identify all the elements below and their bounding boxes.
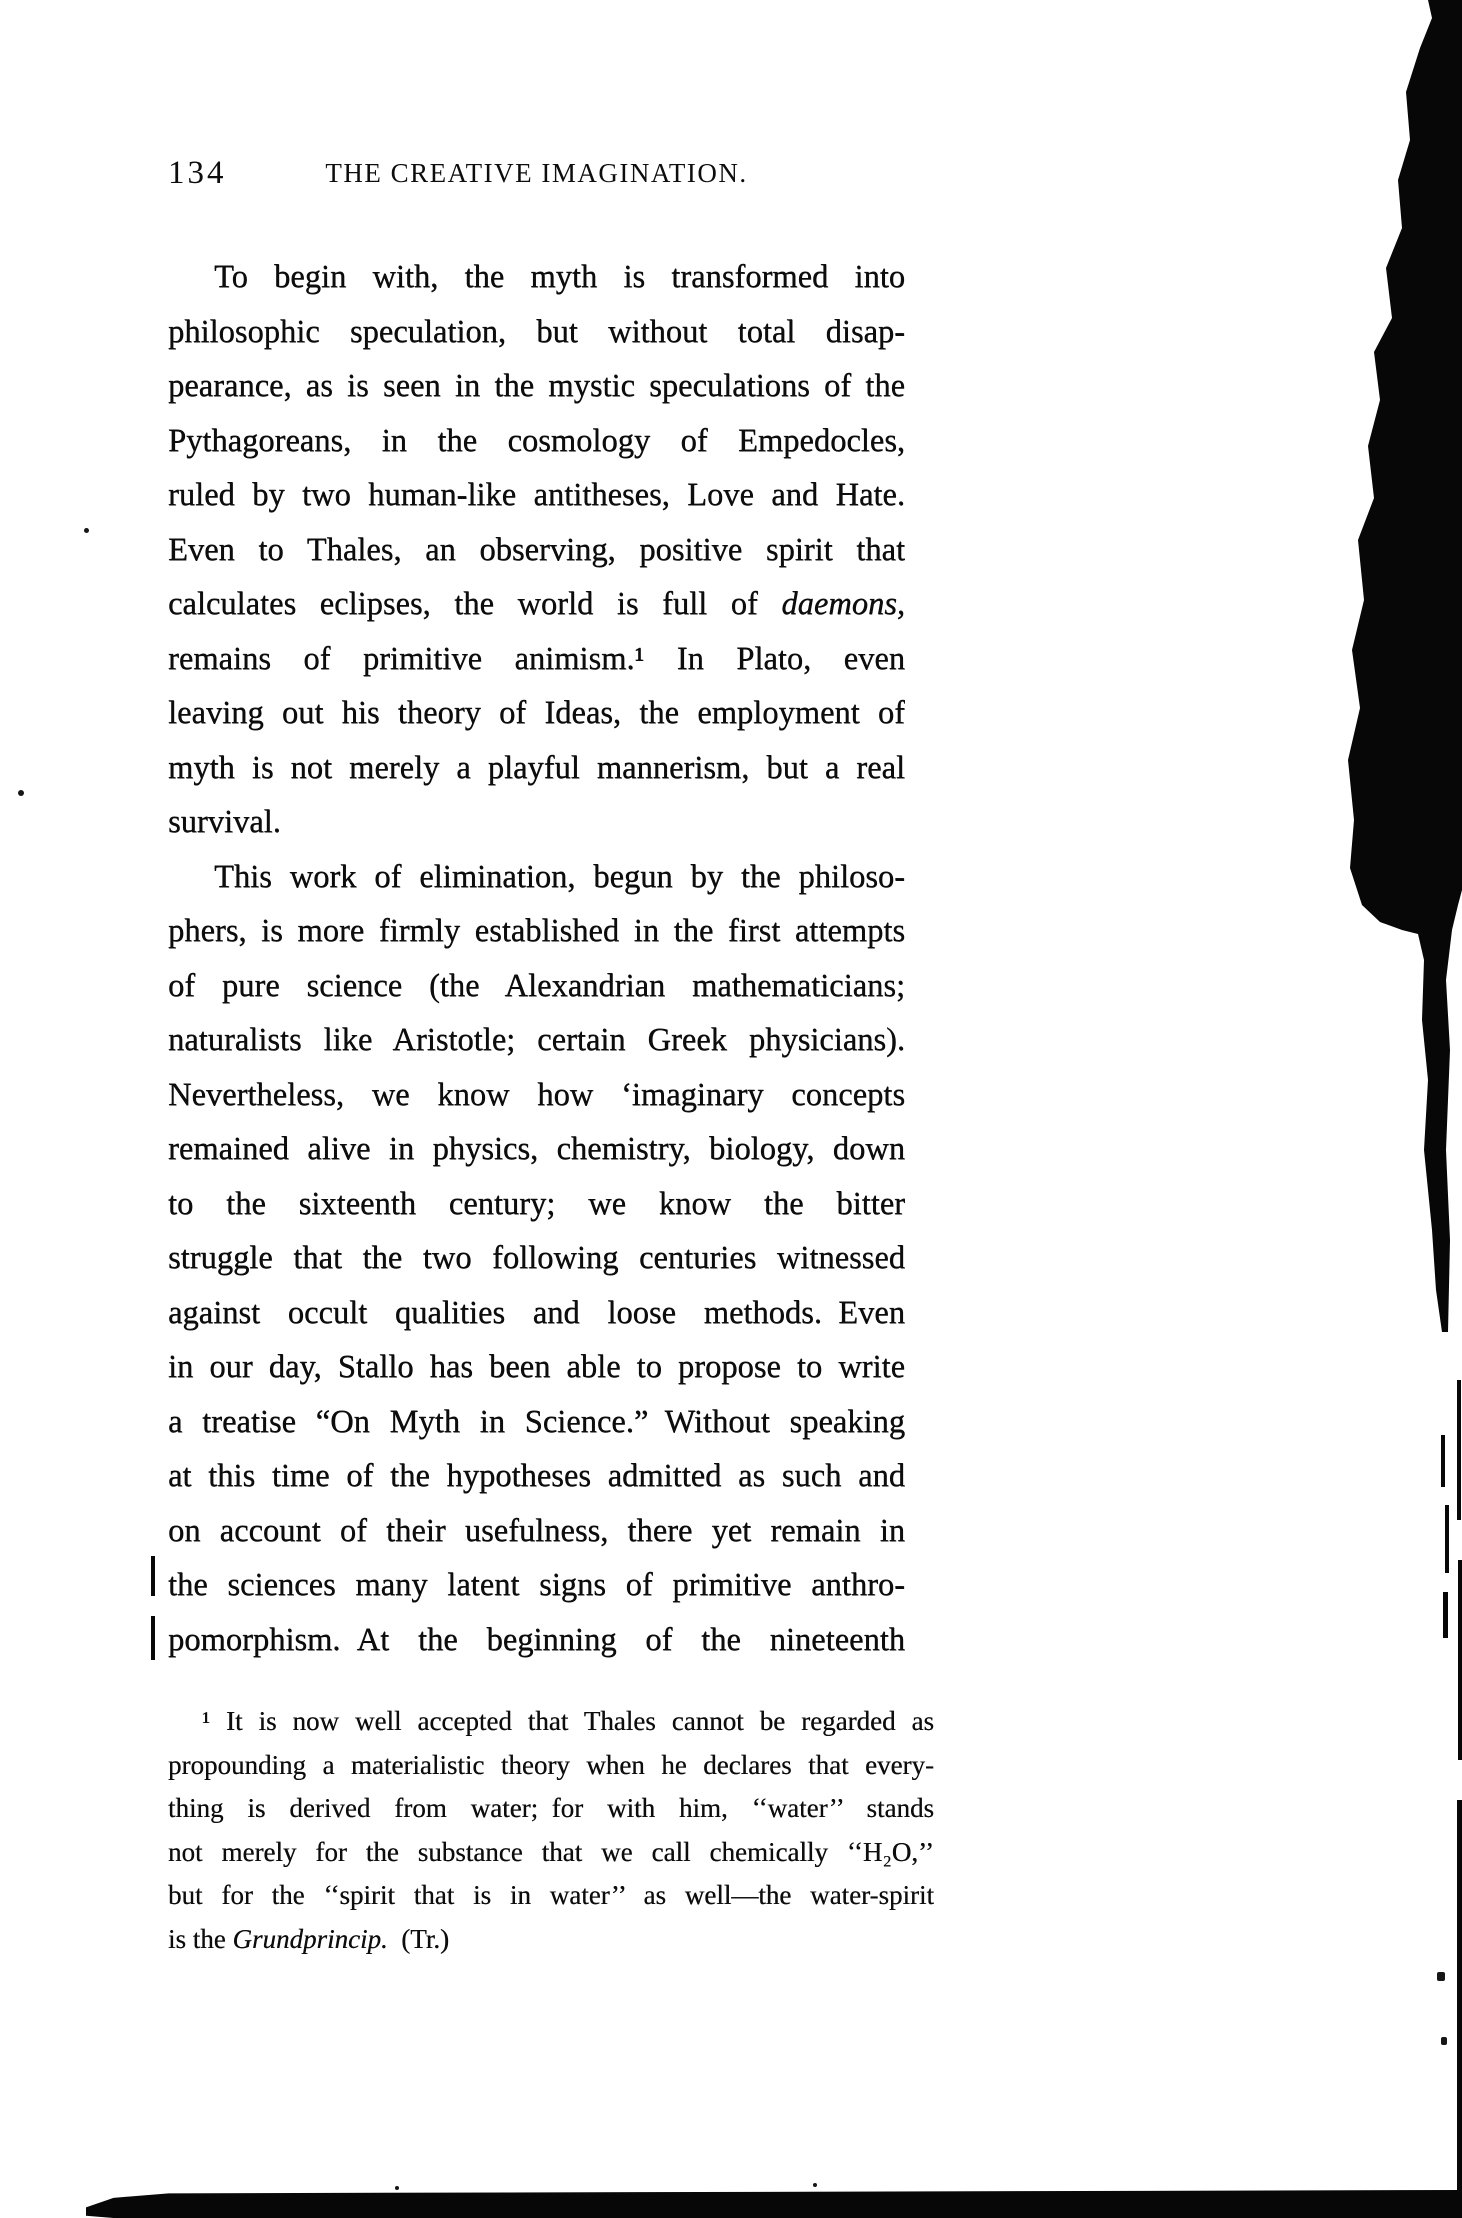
footnote-line: ¹ It is now well accepted that Thales cannot be regarded as (202, 1706, 934, 1736)
scan-artifact-speck (1441, 2037, 1447, 2045)
body-line-segment: calculates eclipses, the world is full of (168, 586, 782, 622)
footnote-line: not merely for the substance that we call chemically ‘‘H₂O,’’ (168, 1836, 934, 1867)
footnote (168, 1700, 934, 1961)
body-line: phers, is more firmly established in the first attempts (168, 913, 905, 949)
body-line: pomorphism. At the beginning of the nineteenth (168, 1621, 905, 1658)
scan-artifact-right-edge-line (1457, 1380, 1461, 1520)
running-title: THE CREATIVE IMAGINATION. (325, 158, 748, 188)
body-line: Nevertheless, we know how ‘imaginary concepts (168, 1076, 905, 1113)
body-line: to the sixteenth century; we know the bitter (168, 1185, 905, 1222)
scan-artifact-right-edge-line (1457, 1800, 1462, 2218)
body-line: struggle that the two following centuries witnessed (168, 1240, 905, 1276)
body-line: Pythagoreans, in the cosmology of Empedocles, (168, 422, 905, 459)
body-line-segment-italic: daemons, (781, 586, 905, 622)
scan-artifact-right-edge-line (1458, 1560, 1462, 1760)
footnote-line: but for the ‘‘spirit that is in water’’ as well—the water-spirit (168, 1880, 934, 1910)
body-line: ruled by two human-like antitheses, Love and Hate. (168, 477, 905, 513)
scan-artifact-speck (84, 528, 89, 533)
body-line: remained alive in physics, chemistry, biology, down (168, 1131, 905, 1167)
body-line: Even to Thales, an observing, positive spirit that (168, 531, 905, 568)
body-line: on account of their usefulness, there yet remain in (168, 1512, 905, 1549)
body-line: survival. (168, 804, 281, 840)
scan-artifact-right-margin-mark (1441, 1435, 1445, 1487)
body-line: in our day, Stallo has been able to propose to write (168, 1349, 905, 1385)
body-line: leaving out his theory of Ideas, the employment of (168, 695, 905, 731)
footnote-line-segment-italic: Grundprincip. (232, 1923, 388, 1954)
scan-artifact-speck (395, 2186, 399, 2190)
body-line: remains of primitive animism.¹ In Plato, even (168, 640, 905, 677)
body-text (168, 250, 905, 1667)
footnote-line-segment: (Tr.) (387, 1923, 450, 1954)
body-line: at this time of the hypotheses admitted as such and (168, 1458, 905, 1494)
footnote-line: propounding a materialistic theory when he declares that every- (168, 1749, 934, 1780)
scan-artifact-right-blob (1340, 0, 1462, 1345)
scan-artifact-right-margin-mark (1445, 1505, 1449, 1573)
page-number: 134 (168, 155, 227, 191)
body-line: This work of elimination, begun by the philoso- (214, 858, 905, 895)
body-line: pearance, as is seen in the mystic speculations of the (168, 368, 905, 404)
body-line: against occult qualities and loose methods. Even (168, 1294, 905, 1331)
body-line: the sciences many latent signs of primitive anthro- (168, 1567, 905, 1603)
body-line: naturalists like Aristotle; certain Greek physicians). (168, 1022, 905, 1058)
body-line: To begin with, the myth is transformed into (214, 259, 905, 295)
footnote-line (168, 1918, 934, 1962)
scan-artifact-left-margin-mark (151, 1556, 155, 1596)
scan-artifact-speck (813, 2183, 817, 2187)
body-line: of pure science (the Alexandrian mathematicians; (168, 967, 905, 1004)
footnote-line: thing is derived from water; for with him, ‘‘water’’ stands (168, 1793, 934, 1823)
scan-artifact-left-margin-mark (151, 1616, 155, 1660)
scan-artifact-right-margin-mark (1443, 1592, 1448, 1638)
body-line (168, 577, 905, 632)
footnote-line-segment: is the (168, 1923, 233, 1954)
page-header (168, 152, 905, 196)
scan-artifact-speck (1437, 1972, 1445, 1981)
body-line: a treatise “On Myth in Science.” Without speaking (168, 1403, 905, 1440)
scan-artifact-speck (18, 790, 24, 796)
body-line: myth is not merely a playful mannerism, but a real (168, 749, 905, 786)
scan-artifact-bottom-bar (86, 2190, 1462, 2218)
body-line: philosophic speculation, but without total disap- (168, 313, 905, 350)
